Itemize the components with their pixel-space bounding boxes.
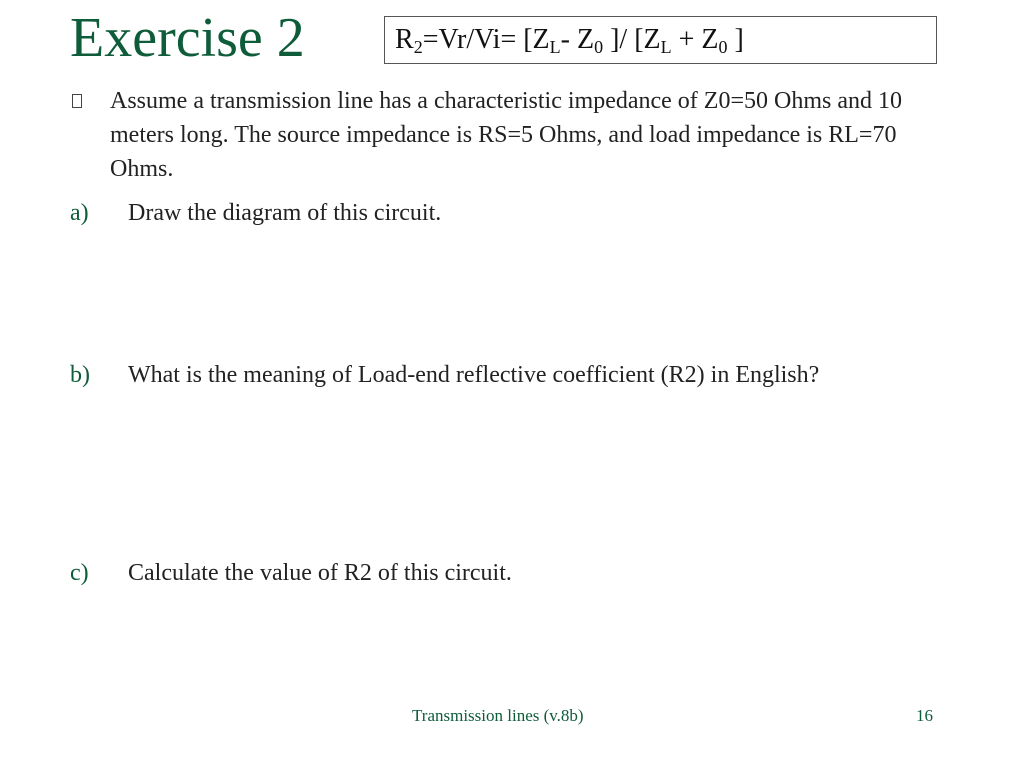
slide-title: Exercise 2 — [70, 7, 305, 69]
question-b-label: b) — [70, 362, 90, 388]
question-c-label: c) — [70, 560, 89, 586]
formula-zl-sub-1: L — [549, 37, 561, 57]
formula-part-3: ]/ [Z — [603, 24, 661, 55]
formula-zl-sub-2: L — [660, 37, 672, 57]
question-c-text: Calculate the value of R2 of this circuit. — [128, 560, 512, 586]
question-b — [70, 358, 870, 392]
intro-bullet — [72, 84, 932, 186]
question-a-text: Draw the diagram of this circuit. — [128, 200, 442, 226]
page-number: 16 — [916, 706, 933, 725]
formula-r: R — [395, 24, 414, 55]
formula-part-1: =Vr/Vi= [Z — [422, 24, 550, 55]
question-a-label: a) — [70, 200, 89, 226]
formula-box — [384, 16, 937, 64]
question-b-text: What is the meaning of Load-end reflective coefficient (R2) in English? — [128, 362, 820, 388]
bullet-box-icon — [72, 94, 82, 108]
formula-part-2: - Z — [560, 24, 595, 55]
question-a — [70, 196, 870, 230]
formula-end: ] — [727, 24, 744, 55]
formula-part-4: + Z — [671, 24, 719, 55]
footer-title: Transmission lines (v.8b) — [412, 706, 584, 725]
formula-z0-sub-1: 0 — [594, 37, 604, 57]
question-c — [70, 556, 870, 590]
formula-z0-sub-2: 0 — [718, 37, 728, 57]
formula-r-sub: 2 — [413, 37, 423, 57]
intro-text: Assume a transmission line has a characteristic impedance of Z0=50 Ohms and 10 meters long. The source impedance is RS=5 Ohms, and load impedance is RL=70 Ohms. — [110, 88, 902, 182]
